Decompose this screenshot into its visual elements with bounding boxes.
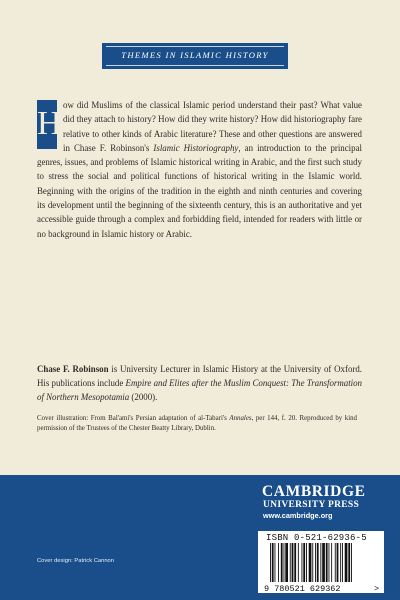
author-bio-segment-2: (2000).	[129, 392, 158, 402]
barcode-bar	[342, 543, 343, 582]
barcode-bar	[317, 543, 319, 582]
series-title: THEMES IN ISLAMIC HISTORY	[121, 50, 269, 60]
barcode-bar	[329, 543, 330, 582]
barcode-bar	[322, 543, 325, 582]
blurb-segment-2: , an introduction to the principal genres, issues, and problems of Islamic historical writing in Arabic, and the first such study to stress the social and political functions of historical writing in the Islamic world. Beginning with the origins of the tradition in the eighth and ninth centuries and covering its development until the beginning of the sixteenth century, this is an authoritative and yet accessible guide through a complex and forbidding field, intended for readers with little or no background in Islamic history or Arabic.	[37, 142, 362, 239]
publisher-footer	[0, 475, 400, 600]
barcode-bar	[302, 543, 303, 582]
barcode-bar	[285, 543, 288, 582]
barcode-bar	[335, 543, 336, 582]
author-book-title: Empire and Elites after the Muslim Conquest: The Transformation of Northern Mesopotamia	[37, 378, 362, 402]
barcode-bar	[278, 543, 279, 582]
barcode-bar	[331, 543, 332, 582]
blurb-segment-1: ow did Muslims of the classical Islamic period understand their past? What value did they attach to history? How did they write history? How did historiography fare relative to other kinds of Arabic literature? These and other questions are answered in Chase F. Robinson's	[63, 100, 362, 153]
barcode-bar	[306, 543, 307, 582]
illustration-segment-2: , per 144, f. 20. Reproduced by kind permission of the Trustees of the Chester Beatty Library, Dublin.	[37, 415, 357, 433]
barcode-digits: 9 780521 629362	[264, 584, 341, 593]
author-bio-segment-1: is University Lecturer in Islamic History at the University of Oxford. His publications include	[37, 364, 362, 388]
barcode-bar	[303, 543, 305, 582]
barcode-bar	[348, 543, 350, 582]
isbn-label: ISBN 0-521-62936-5	[266, 533, 367, 543]
blurb-book-title: Islamic Historiography	[153, 142, 239, 153]
barcode-bar	[326, 543, 328, 582]
barcode-bar	[284, 543, 285, 582]
barcode-bar	[340, 543, 341, 582]
illustration-segment-1: Cover illustration: From Bal'ami's Persian adaptation of al-Tabari's	[37, 415, 230, 422]
blurb	[37, 98, 362, 241]
illustration-italic: Annales	[229, 415, 252, 422]
author-bio	[37, 362, 362, 404]
barcode-bar	[298, 543, 299, 582]
publisher-logo	[262, 483, 380, 521]
barcode-bar	[290, 543, 291, 582]
publisher-press: UNIVERSITY PRESS	[263, 500, 360, 510]
author-bio-text	[37, 362, 362, 404]
barcode-bar	[275, 543, 276, 582]
barcode-arrow: >	[374, 584, 380, 593]
drop-cap	[37, 100, 62, 149]
barcode-bars	[270, 543, 352, 582]
illustration-credit-text	[37, 414, 357, 434]
barcode-bar	[351, 543, 352, 582]
barcode-bar	[337, 543, 339, 582]
cover-illustration-credit	[37, 414, 357, 434]
barcode-bar	[320, 543, 321, 582]
cover-design-credit: Cover design: Patrick Cannon	[37, 558, 115, 564]
barcode-bar	[294, 543, 296, 582]
banner-rule-bottom	[106, 65, 284, 66]
publisher-url: www.cambridge.org	[263, 511, 333, 520]
barcode-bar	[312, 543, 313, 582]
publisher-name: CAMBRIDGE	[262, 483, 366, 500]
barcode-bar	[309, 543, 312, 582]
banner-rule-top	[106, 46, 284, 47]
barcode-bar	[345, 543, 348, 582]
barcode-bar	[272, 543, 274, 582]
barcode-bar	[315, 543, 316, 582]
drop-cap-letter: H	[37, 105, 62, 142]
barcode-bar	[281, 543, 283, 582]
author-name: Chase F. Robinson	[37, 364, 109, 374]
barcode-image	[260, 543, 382, 593]
barcode-bar	[270, 543, 271, 582]
series-banner	[102, 43, 288, 69]
blurb-text	[37, 98, 362, 241]
barcode-bar	[292, 543, 294, 582]
barcode	[258, 531, 384, 593]
